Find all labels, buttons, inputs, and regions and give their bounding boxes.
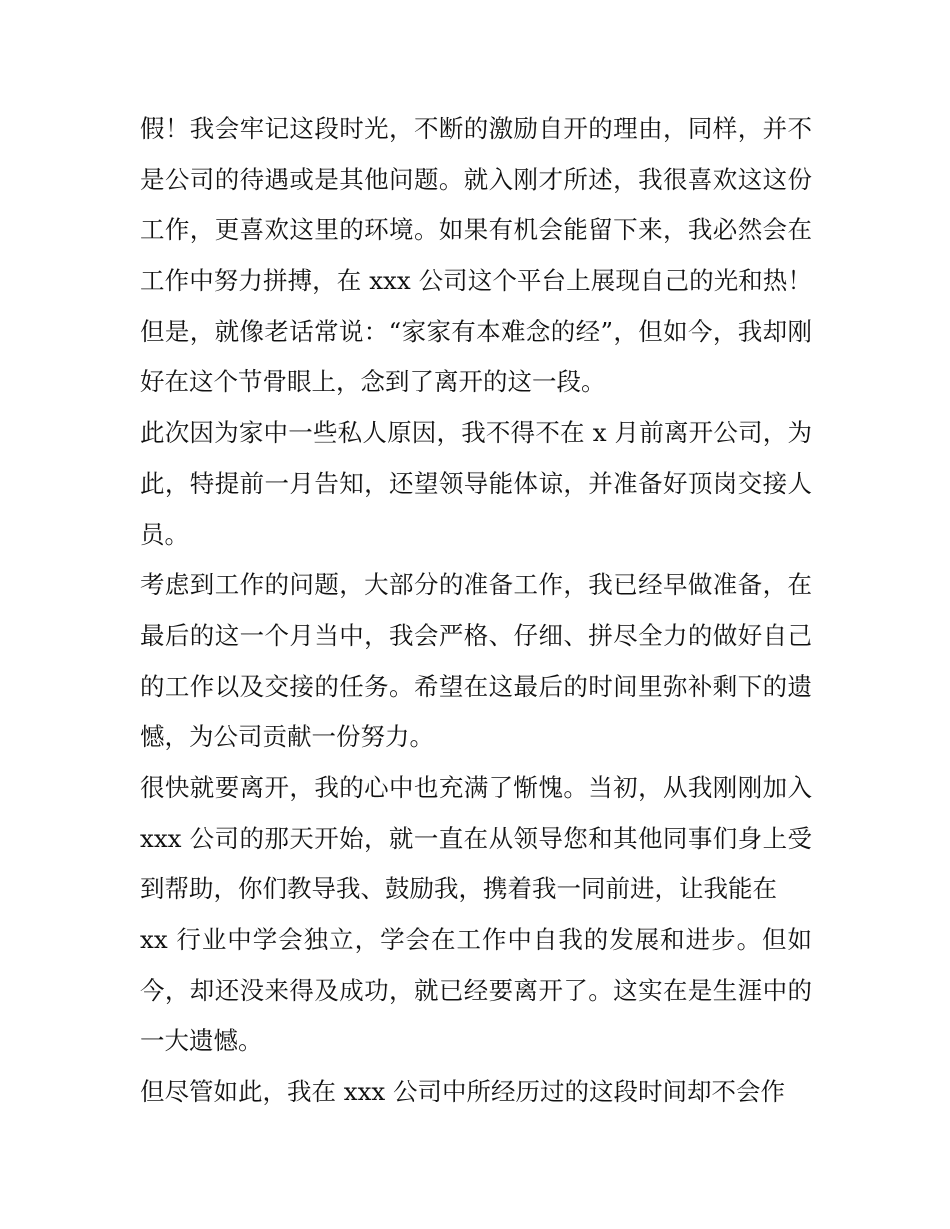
- document-body: [140, 104, 812, 1118]
- text-line: 员。: [140, 519, 189, 549]
- text-line: 今，却还没来得及成功，就已经要离开了。这实在是生涯中的: [140, 975, 812, 1005]
- text-line: 假！我会牢记这段时光，不断的激励自开的理由，同样，并不: [140, 114, 812, 143]
- text-line: 到帮助，你们教导我、鼓励我，携着我一同前进，让我能在: [140, 874, 777, 904]
- text-line: 憾，为公司贡献一份努力。: [140, 722, 434, 752]
- text-line: 最后的这一个月当中，我会严格、仔细、拼尽全力的做好自己: [140, 620, 812, 650]
- text-line: 但是，就像老话常说：“家家有本难念的经”，但如今，我却刚: [140, 316, 812, 346]
- text-line: xx 行业中学会独立，学会在工作中自我的发展和进步。但如: [140, 925, 812, 954]
- text-line: 一大遗憾。: [140, 1026, 263, 1056]
- text-line: 是公司的待遇或是其他问题。就入刚才所述，我很喜欢这这份: [140, 164, 812, 194]
- text-line: 工作，更喜欢这里的环境。如果有机会能留下来，我必然会在: [140, 215, 812, 245]
- text-line: 好在这个节骨眼上，念到了离开的这一段。: [140, 367, 606, 397]
- text-line: xxx 公司的那天开始，就一直在从领导您和其他同事们身上受: [140, 823, 812, 853]
- text-line: 的工作以及交接的任务。希望在这最后的时间里弥补剩下的遗: [140, 671, 812, 701]
- text-line: 此次因为家中一些私人原因，我不得不在 x 月前离开公司，为: [140, 418, 812, 448]
- text-line: 很快就要离开，我的心中也充满了惭愧。当初，从我刚刚加入: [140, 772, 812, 802]
- text-line: 但尽管如此，我在 xxx 公司中所经历过的这段时间却不会作: [140, 1077, 786, 1107]
- text-line: 考虑到工作的问题，大部分的准备工作，我已经早做准备，在: [140, 570, 812, 600]
- text-line: 工作中努力拼搏，在 xxx 公司这个平台上展现自己的光和热！: [140, 266, 812, 296]
- text-line: 此，特提前一月告知，还望领导能体谅，并准备好顶岗交接人: [140, 468, 812, 498]
